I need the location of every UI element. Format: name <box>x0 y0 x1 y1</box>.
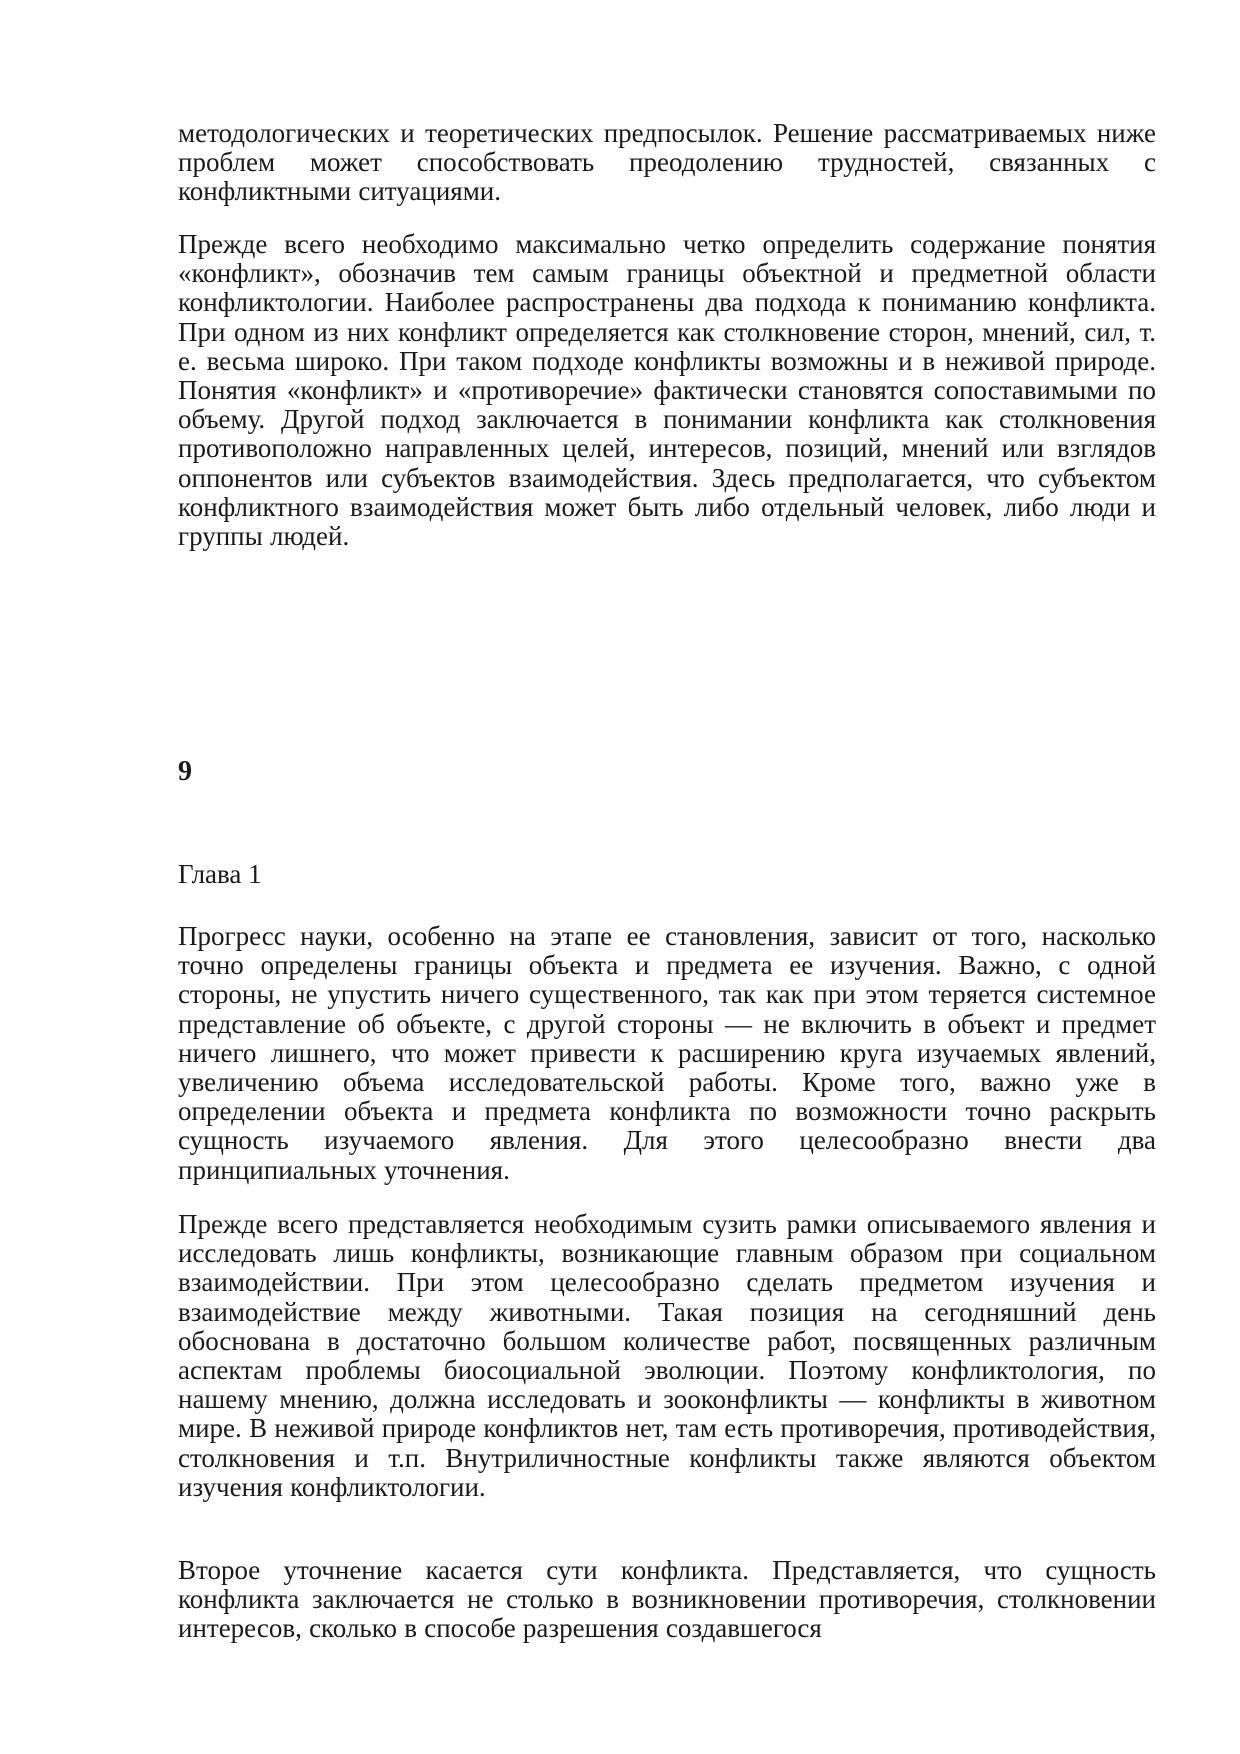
page-number: 9 <box>178 756 192 787</box>
paragraph-science-progress: Прогресс науки, особенно на этапе ее становления, зависит от того, насколько точно определены границы объекта и предмета ее изучения. Важно, с одной стороны, не упустить ничего существенного, так как при этом теряется системное представление об объекте, с другой стороны — не включить в объект и предмет ничего лишнего, что может привести к расширению круга изучаемых явлений, увеличению объема исследовательской работы. Кроме того, важно уже в определении объекта и предмета конфликта по возможности точно раскрыть сущность изучаемого явления. Для этого целесообразно внести два принципиальных уточнения. <box>178 921 1156 1185</box>
paragraph-second-clarification: Второе уточнение касается сути конфликта. Представляется, что сущность конфликта заключается не столько в возникновении противоречия, столкновении интересов, сколько в способе разрешения создавшегося <box>178 1555 1156 1644</box>
paragraph-intro-continuation: методологических и теоретических предпосылок. Решение рассматриваемых ниже проблем может способствовать преодолению трудностей, связанных с конфликтными ситуациями. <box>178 118 1156 207</box>
chapter-heading: Глава 1 <box>178 859 262 889</box>
paragraph-social-interaction: Прежде всего представляется необходимым сузить рамки описываемого явления и исследовать лишь конфликты, возникающие главным образом при социальном взаимодействии. При этом целесообразно сделать предметом изучения и взаимодействие между животными. Такая позиция на сегодняшний день обоснована в достаточно большом количестве работ, посвященных различным аспектам проблемы биосоциальной эволюции. Поэтому конфликтология, по нашему мнению, должна исследовать и зооконфликты — конфликты в животном мире. В неживой природе конфликтов нет, там есть противоречия, противодействия, столкновения и т.п. Внутриличностные конфликты также являются объектом изучения конфликтологии. <box>178 1209 1156 1502</box>
paragraph-conflict-definition: Прежде всего необходимо максимально четко определить содержание понятия «конфликт», обозначив тем самым границы объектной и предметной области конфликтологии. Наиболее распространены два подхода к пониманию конфликта. При одном из них конфликт определяется как столкновение сторон, мнений, сил, т. е. весьма широко. При таком подходе конфликты возможны и в неживой природе. Понятия «конфликт» и «противоречие» фактически становятся сопоставимыми по объему. Другой подход заключается в понимании конфликта как столкновения противоположно направленных целей, интересов, позиций, мнений или взглядов оппонентов или субъектов взаимодействия. Здесь предполагается, что субъектом конфликтного взаимодействия может быть либо отдельный человек, либо люди и группы людей. <box>178 229 1156 552</box>
